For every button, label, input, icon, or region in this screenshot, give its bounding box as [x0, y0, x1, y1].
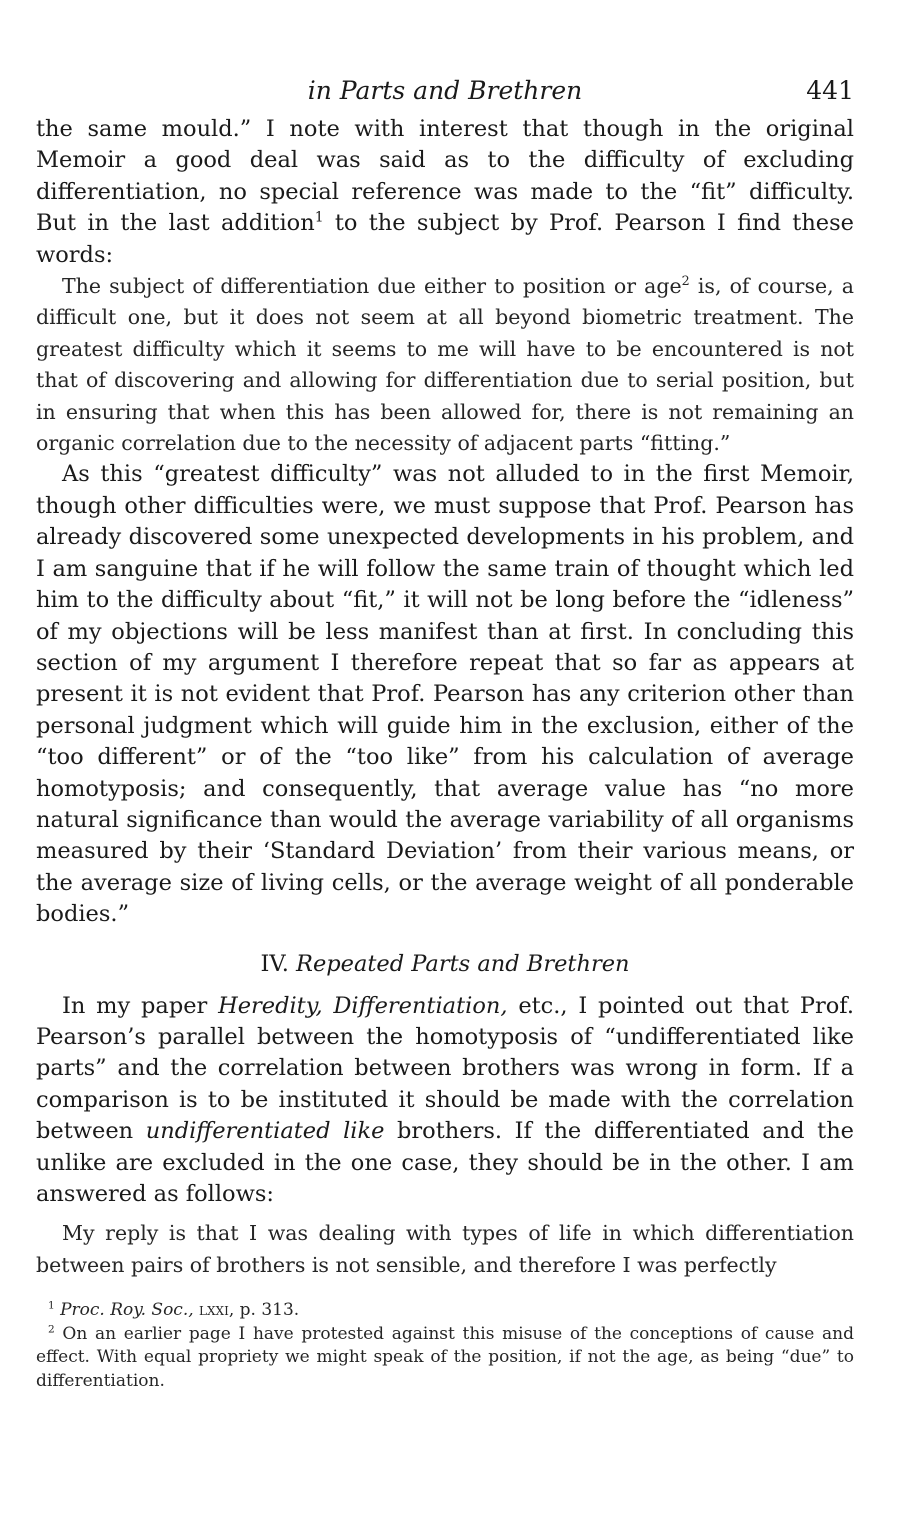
section-title: Repeated Parts and Brethren [296, 950, 630, 977]
footnote-2 [36, 1323, 854, 1394]
running-title: in Parts and Brethren [307, 76, 583, 105]
paragraph-heredity [36, 991, 854, 1211]
paper-title: Heredity, Differentiation, [218, 992, 508, 1019]
footnote-mark-2: 2 [48, 1323, 55, 1336]
footnote-reference-1: 1 [314, 209, 324, 226]
emphasis-phrase: undifferentiated like [145, 1118, 385, 1145]
footnote-reference-2: 2 [681, 273, 690, 289]
footnotes [36, 1299, 854, 1393]
section-number: IV. [260, 950, 289, 977]
footnote-source: Proc. Roy. Soc., [60, 1300, 194, 1321]
section-heading [36, 951, 854, 977]
page-number: 441 [806, 76, 854, 105]
footnote-text: On an earlier page I have protested against this misuse of the conceptions of cause and effect. With equal propriety we might speak of the position, if not the age, as being “due” to differentiation. [36, 1323, 854, 1391]
quote-text: The subject of differentiation due either to position or age [62, 274, 682, 299]
block-quote-reply: My reply is that I was dealing with types of life in which differentiation between pairs of brothers is not sensible, and therefore I was perfectly [36, 1221, 854, 1277]
footnote-page: , p. 313. [228, 1300, 300, 1321]
running-head [36, 70, 854, 114]
quote-text-continued: is, of course, a difficult one, but it does not seem at all beyond biometric treatment. The greatest difficulty which it seems to me will have to be encountered is not that of discovering and allowing for differentiation due to serial position, but in ensuring that when this has been allowed for, there is not remaining an organic correlation due to the necessity of adjacent parts “fitting.” [36, 274, 854, 456]
paragraph-text: In my paper [62, 992, 219, 1019]
paragraph-text-middle: etc., I pointed out that Prof. Pearson’s parallel between the homotyposis of “undifferentiated like parts” and the correlation between brothers was wrong in form. If a comparison is to be instituted it should be made with the correlation between [36, 992, 854, 1145]
paragraph-greatest-difficulty: As this “greatest difficulty” was not alluded to in the first Memoir, though other difficulties were, we must suppose that Prof. Pearson has already discovered some unexpected developments in his problem, and I am sanguine that if he will follow the same train of thought which led him to the difficulty about “fit,” it will not be long before the “idleness” of my objections will be less manifest than at first. In concluding this section of my argument I therefore repeat that so far as appears at present it is not evident that Prof. Pearson has any criterion other than personal judgment which will guide him in the exclusion, either of the “too different” or of the “too like” from his calculation of average homotyposis; and consequently, that average value has “no more natural significance than would the average variability of all organisms measured by their ‘Standard Deviation’ from their various means, or the average size of living cells, or the average weight of all ponderable bodies.” [36, 461, 854, 928]
paragraph-text-end: brothers. If the differentiated and the unlike are excluded in the one case, they should be in the other. I am answered as follows: [36, 1118, 854, 1207]
footnote-volume: lxxi [199, 1300, 229, 1321]
footnote-1 [36, 1299, 854, 1323]
paragraph-text-continued: to the subject by Prof. Pearson I find these words: [36, 210, 854, 268]
block-quote-pearson [36, 271, 854, 459]
footnote-mark-1: 1 [48, 1299, 55, 1312]
paragraph-continuation [36, 114, 854, 271]
book-page [36, 70, 854, 1393]
paragraph-text: the same mould.” I note with interest that though in the original Memoir a good deal was said as to the difficulty of excluding differentiation, no special reference was made to the “fit” difficulty. But in the last addition [36, 116, 854, 237]
